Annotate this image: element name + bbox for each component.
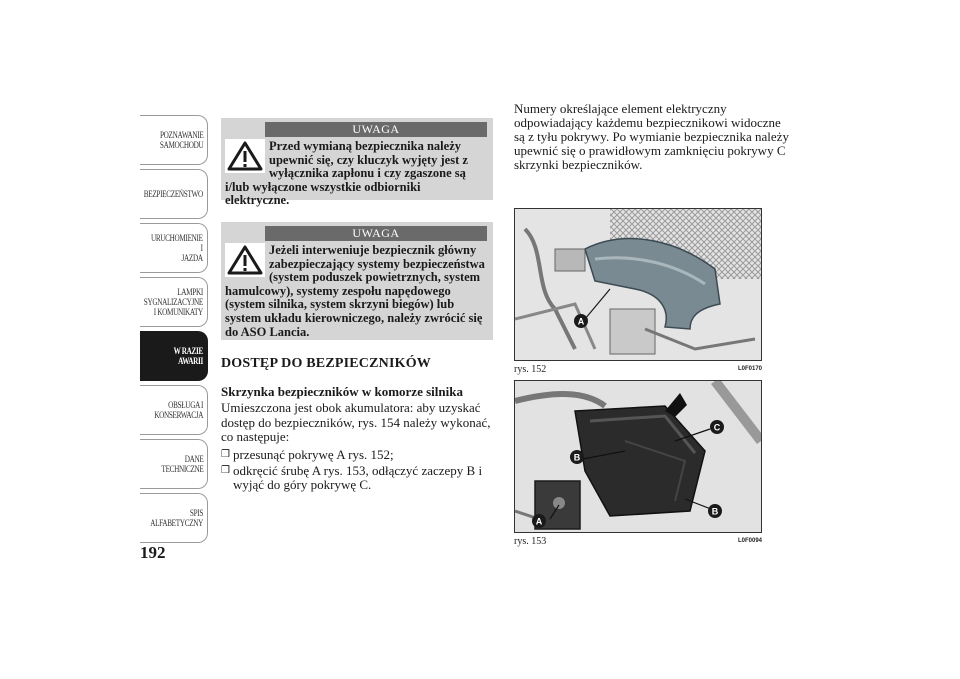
fuse-box-cover-illustration bbox=[515, 381, 761, 532]
right-paragraph: Numery określające element elektryczny odpowiadający każdemu bezpiecznikowi widoczne są z tyłu pokrywy. Po wymianie bezpiecznika należy upewnić się o prawidłowym zamknięciu pokrywy C skrzynki bezpieczników. bbox=[514, 101, 789, 172]
figure-caption: rys. 152 bbox=[514, 364, 547, 375]
tab-label: OBSŁUGA I KONSERWACJA bbox=[154, 400, 203, 420]
warning-triangle-icon bbox=[225, 243, 265, 277]
checkbox-bullet-icon: ❒ bbox=[221, 449, 230, 460]
page-number: 192 bbox=[140, 543, 166, 562]
tab-uruchomienie-i-jazda[interactable] bbox=[140, 223, 208, 273]
list-item bbox=[221, 464, 496, 493]
tab-bezpieczenstwo[interactable] bbox=[140, 169, 208, 219]
engine-fuse-cover-illustration bbox=[515, 209, 761, 360]
figure-label-a: A bbox=[535, 516, 543, 527]
tab-obsluga-i-konserwacja[interactable] bbox=[140, 385, 208, 435]
figure-152 bbox=[514, 208, 762, 361]
list-item-text: przesunąć pokrywę A rys. 152; bbox=[233, 447, 394, 462]
figure-caption: rys. 153 bbox=[514, 536, 547, 547]
tab-label: POZNAWANIE SAMOCHODU bbox=[159, 130, 203, 150]
tab-label: W RAZIE AWARII bbox=[173, 346, 203, 366]
figure-label-c: C bbox=[713, 422, 721, 433]
figure-code: L0F0094 bbox=[738, 538, 763, 544]
tab-label: LAMPKI SYGNALIZACYJNE I KOMUNIKATY bbox=[143, 287, 203, 317]
tab-label: BEZPIECZEŃSTWO bbox=[143, 189, 203, 199]
section-subheading: Skrzynka bezpieczników w komorze silnika bbox=[221, 384, 463, 399]
warning-text: Jeżeli interweniuje bezpiecznik główny zabezpieczający systemy bezpieczeństwa (system poduszek powietrznych, system hamulcowy), systemy zespołu napędowego (system silnika, system skrzyni biegów) lub system układu kierowniczego, należy zwrócić się do ASO Lancia. bbox=[225, 243, 485, 339]
checkbox-bullet-icon: ❒ bbox=[221, 464, 230, 476]
warning-title: UWAGA bbox=[265, 226, 487, 241]
figure-code: L0F0170 bbox=[738, 366, 763, 372]
tab-spis-alfabetyczny[interactable] bbox=[140, 493, 208, 543]
figure-153 bbox=[514, 380, 762, 533]
warning-box-2 bbox=[221, 222, 493, 340]
instruction-list bbox=[221, 448, 496, 494]
warning-title: UWAGA bbox=[265, 122, 487, 137]
list-item-text: odkręcić śrubę A rys. 153, odłączyć zaczepy B i wyjąć do góry pokrywę C. bbox=[233, 462, 483, 492]
tab-label: URUCHOMIENIE I JAZDA bbox=[151, 233, 203, 263]
warning-box-1 bbox=[221, 118, 493, 208]
tab-label: DANE TECHNICZNE bbox=[161, 454, 203, 474]
section-heading: DOSTĘP DO BEZPIECZNIKÓW bbox=[221, 356, 431, 371]
tab-label: SPIS ALFABETYCZNY bbox=[150, 508, 203, 528]
section-paragraph: Umieszczona jest obok akumulatora: aby uzyskać dostęp do bezpieczników, rys. 154 należy wykonać, co następuje: bbox=[221, 400, 491, 444]
list-item bbox=[221, 448, 496, 463]
tab-w-razie-awarii[interactable] bbox=[140, 331, 208, 381]
figure-label-b: B bbox=[711, 506, 719, 517]
tab-lampki-sygnalizacyjne[interactable] bbox=[140, 277, 208, 327]
warning-text: Przed wymianą bezpiecznika należy upewnić się, czy kluczyk wyjęty jest z wyłącznika zapłonu i czy zgaszone są i/lub wyłączone wszystkie odbiorniki elektryczne. bbox=[225, 139, 468, 208]
tab-poznawanie-samochodu[interactable] bbox=[140, 115, 208, 165]
warning-triangle-icon bbox=[225, 139, 265, 173]
tab-dane-techniczne[interactable] bbox=[140, 439, 208, 489]
figure-label-b: B bbox=[573, 452, 581, 463]
figure-label-a: A bbox=[577, 316, 585, 327]
